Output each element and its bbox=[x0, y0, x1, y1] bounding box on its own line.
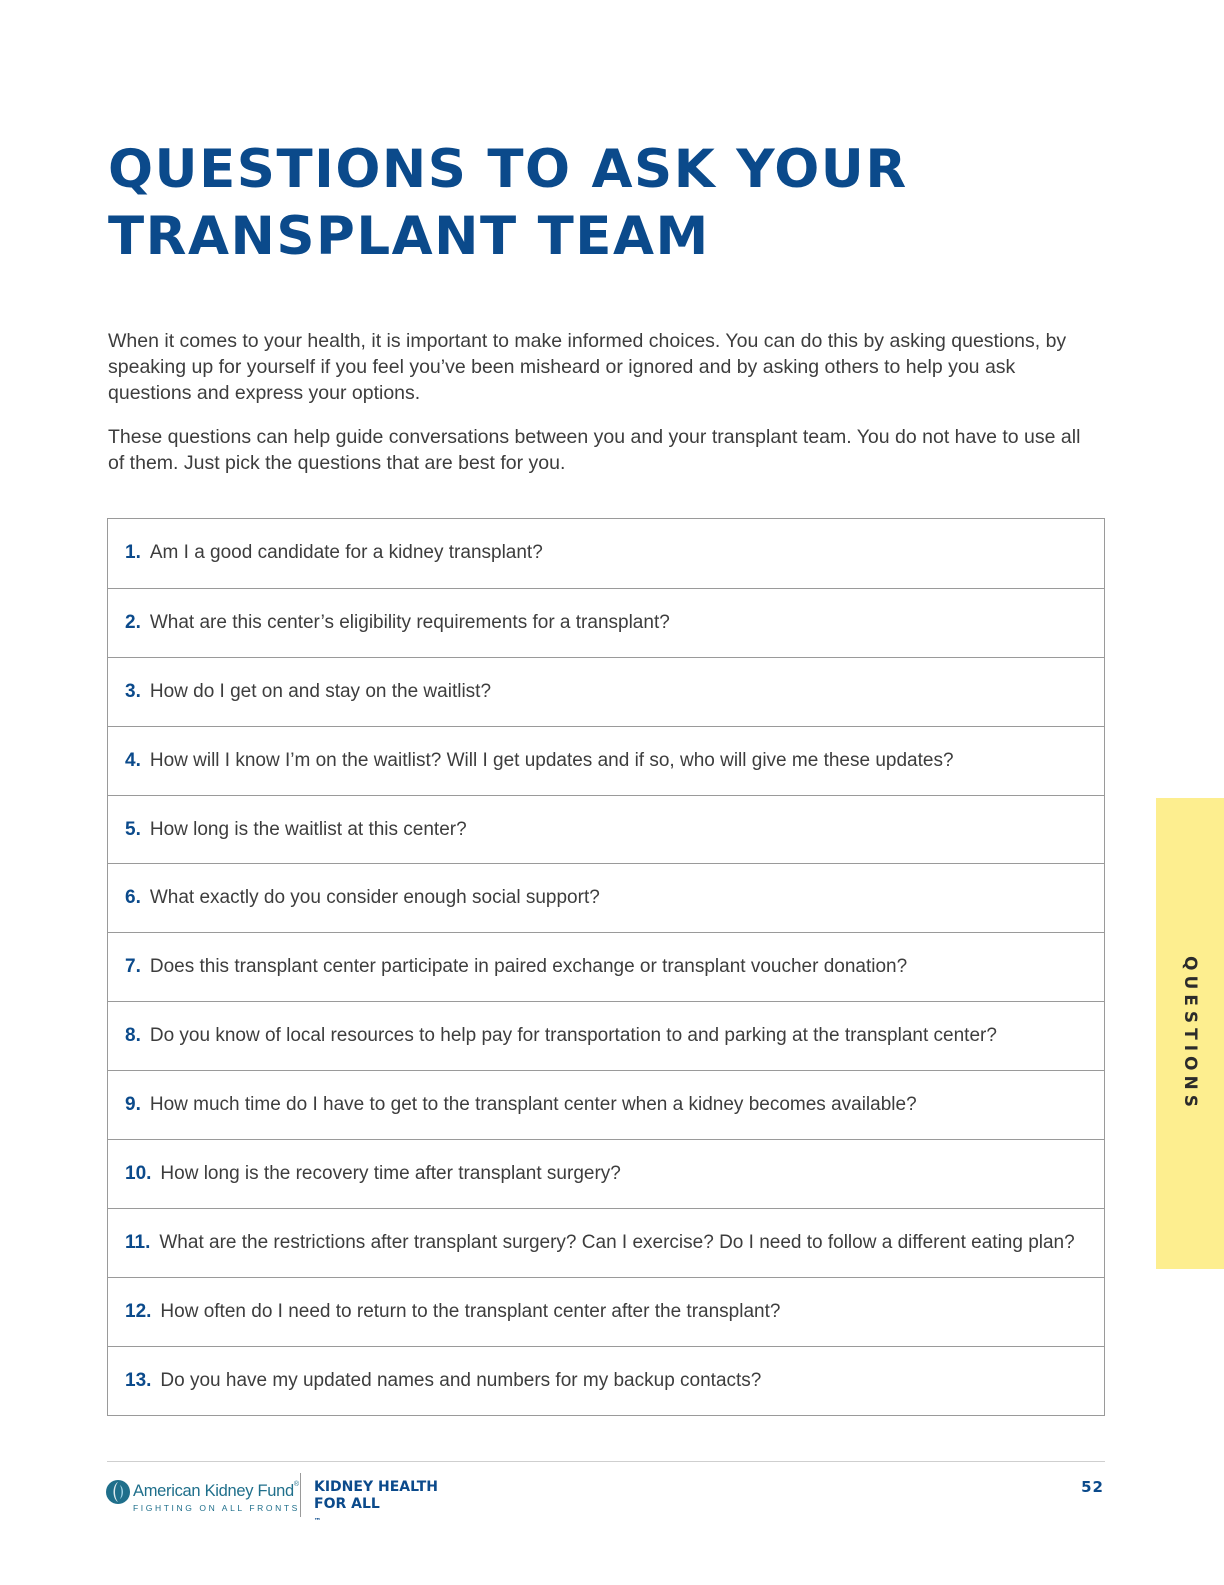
question-text: How will I know I’m on the waitlist? Will I get updates and if so, who will give me these updates? bbox=[149, 749, 954, 771]
footer-vertical-divider bbox=[300, 1473, 301, 1517]
footer-divider-line bbox=[107, 1461, 1105, 1462]
question-text: Does this transplant center participate in paired exchange or transplant voucher donation? bbox=[149, 956, 908, 978]
questions-table bbox=[107, 518, 1105, 1416]
american-kidney-fund-logo bbox=[105, 1477, 300, 1517]
question-text: How long is the recovery time after transplant surgery? bbox=[160, 1162, 621, 1184]
question-text: What exactly do you consider enough social support? bbox=[149, 887, 600, 909]
question-row bbox=[108, 1208, 1104, 1277]
question-number: 9. bbox=[125, 1094, 141, 1116]
page-title-line-2: TRANSPLANT TEAM bbox=[108, 206, 710, 267]
campaign-logo bbox=[314, 1479, 438, 1530]
logo-tagline: FIGHTING ON ALL FRONTS bbox=[133, 1503, 300, 1513]
question-number: 11. bbox=[125, 1231, 151, 1253]
intro-paragraph-1: When it comes to your health, it is important to make informed choices. You can do this by asking questions, by speaking up for yourself if you feel you’ve been misheard or ignored and by asking others to help you ask questions and express your options. bbox=[108, 330, 1067, 404]
question-row bbox=[108, 795, 1104, 864]
question-number: 12. bbox=[125, 1300, 152, 1322]
question-number: 7. bbox=[125, 956, 141, 978]
question-number: 4. bbox=[125, 749, 141, 771]
side-tab-label: QUESTIONS bbox=[1180, 955, 1200, 1112]
question-number: 1. bbox=[125, 542, 141, 564]
question-row bbox=[108, 932, 1104, 1001]
question-number: 13. bbox=[125, 1369, 152, 1391]
question-text: How long is the waitlist at this center? bbox=[149, 818, 467, 840]
question-row bbox=[108, 657, 1104, 726]
question-row bbox=[108, 1070, 1104, 1139]
question-text: What are the restrictions after transplant surgery? Can I exercise? Do I need to follow a different eating plan? bbox=[159, 1231, 1075, 1253]
question-text: Do you have my updated names and numbers for my backup contacts? bbox=[160, 1369, 762, 1391]
section-side-tab bbox=[1156, 798, 1224, 1269]
question-number: 10. bbox=[125, 1162, 152, 1184]
logo-name: American Kidney Fund® bbox=[133, 1481, 299, 1500]
question-number: 8. bbox=[125, 1025, 141, 1047]
intro-paragraph-2: These questions can help guide conversations between you and your transplant team. You do not have to use all of them. Just pick the questions that are best for you. bbox=[108, 426, 1081, 474]
question-number: 3. bbox=[125, 680, 141, 702]
question-text: Do you know of local resources to help pay for transportation to and parking at the transplant center? bbox=[149, 1025, 997, 1047]
question-row bbox=[108, 1277, 1104, 1346]
question-row bbox=[108, 726, 1104, 795]
question-text: How do I get on and stay on the waitlist? bbox=[149, 680, 492, 702]
question-text: How often do I need to return to the transplant center after the transplant? bbox=[160, 1300, 781, 1322]
page-title-line-1: QUESTIONS TO ASK YOUR bbox=[108, 139, 908, 200]
kidney-logo-icon bbox=[105, 1479, 131, 1505]
question-number: 6. bbox=[125, 887, 141, 909]
question-number: 5. bbox=[125, 818, 141, 840]
question-row bbox=[108, 863, 1104, 932]
campaign-line-1: KIDNEY HEALTH bbox=[314, 1479, 438, 1495]
question-row bbox=[108, 519, 1104, 588]
question-row bbox=[108, 1346, 1104, 1415]
campaign-line-2: FOR ALL ™ bbox=[314, 1496, 380, 1525]
question-row bbox=[108, 588, 1104, 657]
question-row bbox=[108, 1001, 1104, 1070]
question-number: 2. bbox=[125, 611, 141, 633]
page-number: 52 bbox=[1081, 1478, 1104, 1496]
question-text: Am I a good candidate for a kidney transplant? bbox=[149, 542, 543, 564]
intro-text bbox=[108, 328, 1098, 476]
question-row bbox=[108, 1139, 1104, 1208]
page-title bbox=[108, 136, 1008, 270]
question-text: How much time do I have to get to the transplant center when a kidney becomes available? bbox=[149, 1094, 917, 1116]
question-text: What are this center’s eligibility requirements for a transplant? bbox=[149, 611, 670, 633]
